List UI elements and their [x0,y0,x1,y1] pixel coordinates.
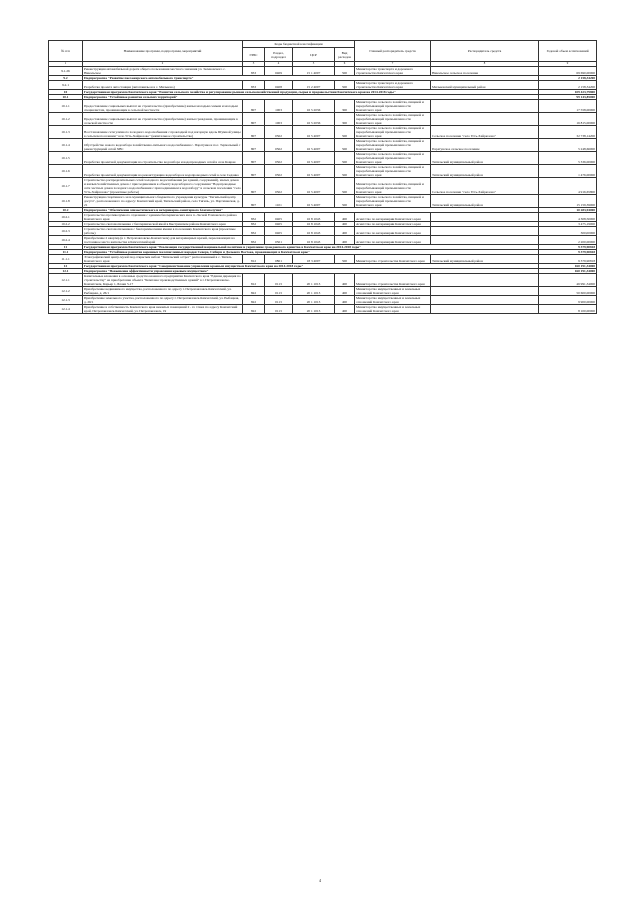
row-name: Предоставление социальных выплат на строительство (приобретение) жилья молодым семьям и молодым специалистам, проживающим в сельской местности [83,100,243,113]
row-main-manager: Министерство транспорта и дорожного строительства Камчатского края [355,67,431,76]
row-manager: Тигильский муниципальный район [431,165,539,178]
row-name: Строительство скотомогильников с биотермическими ямами в поселениях Камчатского края (проектные работы) [83,227,243,236]
row-number: 10.2.2 [49,222,83,227]
row-csr: 15 1 4007 [293,67,335,76]
row-amount: 2 158,34200 [539,81,597,90]
row-csr: 16 5 2036 [293,113,335,126]
row-number: 10.2 [49,208,83,213]
row-number: 11 [49,245,83,250]
row-name: Этнографический центр-музей под открытым небом "Тигильский острог" расположенный в с. Тигиль Камчатского края [83,255,243,264]
row-csr: 16 5 4007 [293,195,335,208]
row-csr: 16 5 4007 [293,139,335,152]
row-razdel: 0408 [265,81,293,90]
column-number: 9 [539,62,597,67]
row-vr: 400 [335,222,355,227]
row-number: 10.1.1 [49,100,83,113]
row-name: Разработка проектной документации на строительство водозабора и водопроводных сетей в селе Ковран [83,152,243,165]
table-body [49,67,597,314]
row-number: 10.1 [49,95,83,100]
row-manager [431,287,539,296]
column-number: 5 [293,62,335,67]
row-number: 12.1.3 [49,296,83,305]
budget-table-sheet [48,40,596,314]
row-grbs: 812 [243,255,265,264]
row-csr: 20 1 1013 [293,274,335,287]
row-amount: 5 248,66000 [539,139,597,152]
row-amount: 8 100,00000 [539,305,597,314]
section-title: Подпрограмма "Устойчивое развитие коренных малочисленных народов Севера, Сибири и Дальнего Востока, проживающих в Камчатском крае" [83,250,539,255]
row-grbs: 807 [243,139,265,152]
row-razdel: 0113 [265,274,293,287]
row-amount: 32 738,14200 [539,126,597,139]
row-vr: 500 [335,67,355,76]
table-row [49,305,597,314]
row-manager [431,213,539,222]
row-grbs: 807 [243,126,265,139]
row-amount: 3 475,19000 [539,222,597,227]
table-row [49,296,597,305]
header-codes: Коды бюджетной классификации [243,41,355,48]
row-razdel: 0405 [265,222,293,227]
row-manager [431,113,539,126]
row-grbs: 807 [243,100,265,113]
row-razdel: 1101 [265,195,293,208]
row-grbs: 807 [243,195,265,208]
row-grbs: 833 [243,81,265,90]
row-amount: 1 476,00000 [539,165,597,178]
row-main-manager: Министерство сельского хозяйства, пищевой и перерабатывающей промышленности Камчатского края [355,100,431,113]
row-manager [431,227,539,236]
row-vr: 400 [335,227,355,236]
row-number: 12.1.4 [49,305,83,314]
row-name: Разработка проектной документации на реконструкцию водозабора и водопроводных сетей в селе Седанка [83,165,243,178]
row-name: Строительство скотомогильника с биотермической ямой в Быстринском районе Камчатского края [83,222,243,227]
table-row [49,113,597,126]
row-vr: 500 [335,152,355,165]
section-title: Подпрограмма "Развитие пассажирского автомобильного транспорта" [83,76,539,81]
row-vr: 300 [335,100,355,113]
row-vr: 400 [335,287,355,296]
row-grbs: 832 [243,213,265,222]
row-csr: 16 5 4007 [293,165,335,178]
table-row [49,139,597,152]
row-grbs: 832 [243,222,265,227]
column-number: 6 [335,62,355,67]
row-name: Разработка проекта автостанции (автопавильон в с. Мильково) [83,81,243,90]
row-name: Приобретение 2 квартир (в г. Петропавловске-Камчатском) для ветеринарных врачей, переезжающих на постоянное место жительства в Камчатский край [83,236,243,245]
row-vr: 300 [335,113,355,126]
row-main-manager: Министерство сельского хозяйства, пищевой и перерабатывающей промышленности Камчатского края [355,178,431,195]
header-vr: Вид расходов [335,48,355,62]
row-amount: 10 283,94000 [539,208,597,213]
table-row [49,255,597,264]
row-vr: 400 [335,305,355,314]
table-row [49,287,597,296]
row-razdel: 1003 [265,113,293,126]
row-vr: 500 [335,195,355,208]
row-name: Капитальные вложения в основные средства казенного предприятия Камчатского края "Единая дирекция по строительству" на приобретение объекта "Комплекс производственных зданий" в г. Петропавловске-Камчатском, Карьер 1, Блоки 5-17 [84,274,241,286]
row-csr: 15 2 4007 [293,81,335,90]
table-header [49,41,597,67]
row-main-manager: Агентство по ветеринарии Камчатского края [355,227,431,236]
row-amount: 160 191,34000 [539,269,597,274]
row-amount: 2 158,34200 [539,76,597,81]
row-manager: Тигильский муниципальный район [431,255,539,264]
row-main-manager: Министерство строительства Камчатского края [355,274,431,287]
row-grbs: 822 [243,287,265,296]
row-csr: 20 1 1013 [293,296,335,305]
row-number: 10.1.5 [49,152,83,165]
row-grbs: 807 [243,113,265,126]
row-csr: 16 5 4007 [293,126,335,139]
row-csr: 16 5 2036 [293,100,335,113]
row-razdel: 0113 [265,296,293,305]
row-vr: 400 [335,296,355,305]
row-amount: 69 690,00000 [539,67,597,76]
row-name: Реконструкция спортивного зала муниципального бюджетного учреждения культуры "Тигильский центр досуга", расположенного по адресу: Камчатский край, Тигильский район, село Тигиль, ул. Партизанская, д. 21 [83,195,243,208]
row-amount: 9 379,90818 [539,245,597,250]
row-amount: 99 143,85000 [539,95,597,100]
row-manager [431,100,539,113]
row-amount: 2 200,00000 [539,236,597,245]
table-row [49,67,597,76]
row-manager: Мильковский муниципальный район [431,81,539,90]
column-number: 7 [355,62,431,67]
row-manager [431,274,539,287]
table-row [49,81,597,90]
column-number: 3 [243,62,265,67]
row-razdel: 0113 [265,305,293,314]
header-manager: Распорядитель средств [431,41,539,62]
row-name: Реконструкция автомобильной дороги общего пользования местного значения ул. Зеленовского с. Никольское [83,67,243,76]
row-amount: 4 916,65800 [539,178,597,195]
row-manager: Паратунское сельское поселение [431,139,539,152]
row-main-manager: Министерство имущественных и земельных отношений Камчатского края [355,305,431,314]
row-number: 9.2 [49,76,83,81]
row-main-manager: Министерство сельского хозяйства, пищевой и перерабатывающей промышленности Камчатского края [355,113,431,126]
row-amount: 9 900,00000 [539,296,597,305]
header-csr: ЦСР [293,48,335,62]
row-number: 10.1.7 [49,178,83,195]
row-amount: 16 815,00000 [539,113,597,126]
row-vr: 500 [335,139,355,152]
row-number: 12 [49,264,83,269]
row-number: 10.1.8 [49,195,83,208]
row-manager [431,305,539,314]
header-grbs: ГРБС [243,48,265,62]
row-grbs: 807 [243,178,265,195]
row-main-manager: Министерство сельского хозяйства, пищевой и перерабатывающей промышленности Камчатского края [355,165,431,178]
row-number: 10.2.1 [49,213,83,222]
row-vr: 400 [335,236,355,245]
row-csr: 16 8 1043 [293,222,335,227]
row-amount: 160 191,34000 [539,264,597,269]
row-razdel: 0405 [265,213,293,222]
row-razdel: 0409 [265,67,293,76]
row-name: Обустройство нового водозабора хозяйственно-питьевого водоснабжения с. Паратунка и пос. Термальный с реконструкцией сетей ХВС [83,139,243,152]
row-name: Приобретение земельного участка, расположенного по адресу г. Петропавловск-Камчатский, ул. Рыбацкая, д. 26/1 [83,296,243,305]
row-manager: Тигильский муниципальный район [431,152,539,165]
row-vr: 500 [335,255,355,264]
row-main-manager: Министерство сельского хозяйства, пищевой и перерабатывающей промышленности Камчатского края [355,152,431,165]
row-amount: 9 379,90818 [539,250,597,255]
row-manager: Сельское поселение "село Усть-Хайрюзово" [431,178,539,195]
row-main-manager: Агентство по ветеринарии Камчатского края [355,236,431,245]
row-grbs: 812 [243,274,265,287]
row-csr: 20 1 1013 [293,287,335,296]
row-number: 9.1.26 [49,67,83,76]
row-name: Предоставление социальных выплат на строительство (приобретение) жилья гражданам, проживающим в сельской местности [83,113,243,126]
row-csr: 16 8 1043 [293,236,335,245]
row-vr: 400 [335,213,355,222]
row-main-manager: Министерство сельского хозяйства, пищевой и перерабатывающей промышленности Камчатского края [355,126,431,139]
row-amount: 300,00000 [539,227,597,236]
row-grbs: 822 [243,305,265,314]
row-razdel: 0502 [265,139,293,152]
section-title: Государственная программа Камчатского края "Совершенствование управления краевым имуществом Камчатского края на 2014-2018 годы" [83,264,539,269]
section-title: Подпрограмма "Повышение эффективности управления краевым имуществом" [83,269,539,274]
page-number: 4 [319,878,321,883]
row-amount: 4 308,50000 [539,213,597,222]
table-row [49,100,597,113]
row-vr: 500 [335,178,355,195]
row-number: 10.1.2 [49,113,83,126]
column-number: 2 [83,62,243,67]
column-number: 1 [49,62,83,67]
row-amount: 50 600,00000 [539,287,597,296]
row-grbs: 822 [243,296,265,305]
table-row [49,236,597,245]
row-csr: 16 8 1043 [293,213,335,222]
table-row [49,274,597,287]
row-grbs: 833 [243,67,265,76]
row-main-manager: Министерство имущественных и земельных отношений Камчатского края [355,296,431,305]
section-title: Подпрограмма "Обеспечение эпизоотического и ветеринарно-санитарного благополучия" [83,208,539,213]
row-vr: 400 [335,274,355,287]
header-no: № п/п [49,41,83,62]
row-manager: Тигильский муниципальный район [431,195,539,208]
row-vr: 500 [335,126,355,139]
row-number: 12.1 [49,269,83,274]
row-grbs: 832 [243,227,265,236]
row-manager [431,236,539,245]
row-manager [431,296,539,305]
row-grbs: 807 [243,165,265,178]
row-grbs: 807 [243,152,265,165]
row-number: 12.1.2 [49,287,83,296]
row-amount: 9 379,90818 [539,255,597,264]
row-csr: 18 3 4007 [293,255,335,264]
row-amount: 17 558,00000 [539,100,597,113]
row-number: 12.1.1 [49,274,83,287]
row-main-manager: Министерство сельского хозяйства, пищевой и перерабатывающей промышленности Камчатского края [355,139,431,152]
budget-table [48,40,597,314]
row-number: 10.1.4 [49,139,83,152]
row-manager: Сельское поселение "село Усть-Хайрюзово" [431,126,539,139]
table-row [49,178,597,195]
row-number: 10.2.4 [49,236,83,245]
row-name: Строительство противочумного отделения с зданием биотермических ям в п. Лесной Елизовского района Камчатского края [83,213,243,222]
row-amount: 109 423,79800 [539,90,597,95]
row-number: 10 [49,90,83,95]
header-razdel: Раздел, подраздел [265,48,293,62]
row-main-manager: Министерство имущественных и земельных отношений Камчатского края [355,287,431,296]
row-vr: 500 [335,81,355,90]
column-number: 8 [431,62,539,67]
row-razdel: 1003 [265,100,293,113]
row-main-manager: Министерство транспорта и дорожного строительства Камчатского края [355,81,431,90]
row-grbs: 832 [243,236,265,245]
row-razdel: 0502 [265,152,293,165]
row-vr: 500 [335,165,355,178]
row-razdel: 0502 [265,178,293,195]
header-name: Наименование программ, подпрограмм, мероприятий [83,41,243,62]
row-number: 10.1.3 [49,126,83,139]
row-razdel: 0502 [265,126,293,139]
table-row [49,227,597,236]
row-razdel: 0801 [265,255,293,264]
row-main-manager: Министерство строительства Камчатского края [355,255,431,264]
row-main-manager: Агентство по ветеринарии Камчатского края [355,222,431,227]
row-csr: 16 5 4007 [293,178,335,195]
row-number: 11.1.1 [49,255,83,264]
row-csr: 20 1 1013 [293,305,335,314]
table-row [49,213,597,222]
section-title: Государственная программа Камчатского края "Реализация государственной национальной политики и укрепление гражданского единства в Камчатском крае на 2014-2018 годы" [83,245,539,250]
row-name: Приобретение недвижимого имущества, расположенного по адресу г. Петропавловск-Камчатский, ул. Рыбацкая, д. 26/1 [83,287,243,296]
row-razdel: 0113 [265,287,293,296]
row-main-manager: Министерство сельского хозяйства, пищевой и перерабатывающей промышленности Камчатского края [355,195,431,208]
table-row [49,126,597,139]
row-amount: 15 159,39000 [539,195,597,208]
section-title: Подпрограмма "Устойчивое развитие сельских территорий" [83,95,539,100]
row-name: Строительство распределительных сетей холодного водоснабжения (ее зданий, сооружений), малых домов и жилых/хозяйственных домов с присоединением к объекту водозаборного сооружения "Водопроводные сети частных домов холодного водоснабжения с присоединением к водозабору" в сельском поселении "село Усть-Хайрюзово" (проектные работы) [84,178,241,194]
row-name: Восстановление сети уличного холодного водоснабжения с прокладкой под нагорную вдоль Шумной улицы в сельском поселении "село Усть-Хайрюзово" (капитальное строительство) [83,126,243,139]
row-name: Приобретение в собственность Камчатского края нежилых помещений 2 - го этажа по адресу Камчатский край, Петропавловск-Камчатский, ул. Петропавловск, 19 [83,305,243,314]
table-row [49,165,597,178]
header-main-manager: Главный распорядитель средств [355,41,431,62]
row-razdel: 0501 [265,236,293,245]
header-volume: Годовой объем ассигнований [539,41,597,62]
row-csr: 16 8 1043 [293,227,335,236]
row-razdel: 0502 [265,165,293,178]
row-amount: 5 336,00000 [539,152,597,165]
row-csr: 16 5 4007 [293,152,335,165]
table-row [49,152,597,165]
section-title: Государственная программа Камчатского края "Развитие сельского хозяйства и регулирование рынков сельскохозяйственной продукции, сырья и продовольствия Камчатского края на 2014-2018 годы" [83,90,539,95]
row-razdel: 0405 [265,227,293,236]
table-row [49,195,597,208]
row-number: 9.2.1 [49,81,83,90]
row-number: 10.1.6 [49,165,83,178]
row-manager: Никольское сельское поселение [431,67,539,76]
row-number: 10.2.3 [49,227,83,236]
column-number: 4 [265,62,293,67]
row-main-manager: Агентство по ветеринарии Камчатского края [355,213,431,222]
row-amount: 46 991,34000 [539,274,597,287]
row-number: 11.1 [49,250,83,255]
